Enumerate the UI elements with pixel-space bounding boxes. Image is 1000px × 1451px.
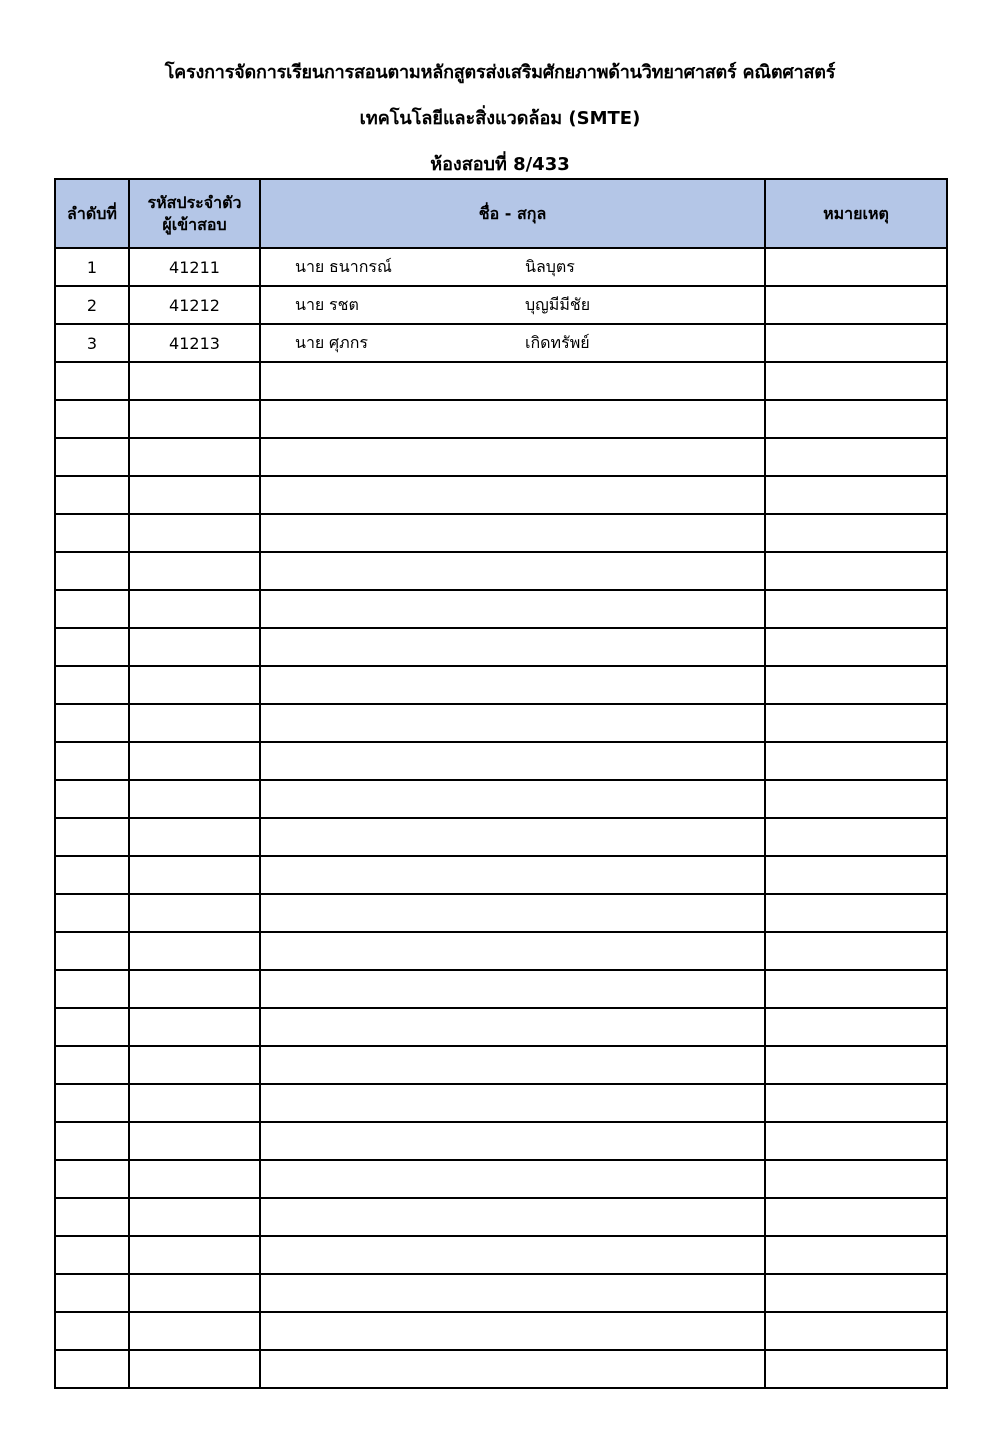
empty-cell: [260, 1084, 765, 1122]
empty-cell: [765, 1008, 947, 1046]
table-row-empty: [55, 818, 947, 856]
empty-cell: [129, 856, 260, 894]
empty-cell: [55, 362, 129, 400]
table-header-row: [55, 179, 947, 248]
empty-cell: [765, 970, 947, 1008]
empty-cell: [765, 552, 947, 590]
empty-cell: [129, 1274, 260, 1312]
empty-cell: [129, 780, 260, 818]
empty-cell: [765, 1084, 947, 1122]
empty-cell: [260, 818, 765, 856]
table-row-empty: [55, 1198, 947, 1236]
cell-no: 1: [55, 248, 129, 286]
table-row-empty: [55, 856, 947, 894]
first-name: ศุภกร: [329, 332, 368, 352]
empty-cell: [55, 704, 129, 742]
name-prefix: นาย: [295, 256, 325, 276]
table-row-empty: [55, 476, 947, 514]
exam-room-title: ห้องสอบที่ 8/433: [430, 154, 570, 175]
empty-cell: [260, 1274, 765, 1312]
empty-cell: [260, 780, 765, 818]
table-row: [55, 324, 947, 362]
empty-cell: [55, 1008, 129, 1046]
empty-cell: [765, 932, 947, 970]
empty-cell: [129, 1084, 260, 1122]
cell-id: 41212: [129, 286, 260, 324]
empty-cell: [260, 704, 765, 742]
empty-cell: [129, 438, 260, 476]
empty-cell: [765, 742, 947, 780]
empty-cell: [260, 1160, 765, 1198]
table-row-empty: [55, 514, 947, 552]
table-row-empty: [55, 666, 947, 704]
table-row-empty: [55, 932, 947, 970]
empty-cell: [129, 970, 260, 1008]
empty-cell: [260, 1008, 765, 1046]
cell-note: [765, 324, 947, 362]
cell-note: [765, 286, 947, 324]
empty-cell: [55, 1084, 129, 1122]
empty-cell: [129, 666, 260, 704]
empty-cell: [129, 1350, 260, 1388]
document-header: [0, 50, 1000, 188]
column-header-note: หมายเหตุ: [765, 179, 947, 248]
table-row-empty: [55, 1008, 947, 1046]
empty-cell: [765, 1236, 947, 1274]
table-row-empty: [55, 1122, 947, 1160]
empty-cell: [55, 1046, 129, 1084]
empty-cell: [260, 1122, 765, 1160]
empty-cell: [129, 1236, 260, 1274]
empty-cell: [55, 400, 129, 438]
empty-cell: [55, 932, 129, 970]
empty-cell: [129, 742, 260, 780]
empty-cell: [55, 590, 129, 628]
cell-id: 41213: [129, 324, 260, 362]
empty-cell: [55, 742, 129, 780]
empty-cell: [129, 932, 260, 970]
empty-cell: [260, 1198, 765, 1236]
empty-cell: [129, 1198, 260, 1236]
examinee-table: [54, 178, 948, 1389]
empty-cell: [765, 856, 947, 894]
empty-cell: [260, 1350, 765, 1388]
empty-cell: [55, 514, 129, 552]
empty-cell: [55, 1350, 129, 1388]
column-header-id-line-1: รหัสประจำตัว: [147, 192, 242, 212]
name-prefix: นาย: [295, 294, 325, 314]
empty-cell: [260, 552, 765, 590]
empty-cell: [765, 1122, 947, 1160]
empty-cell: [260, 438, 765, 476]
cell-name: [260, 324, 765, 362]
table-row-empty: [55, 780, 947, 818]
empty-cell: [55, 666, 129, 704]
table-row-empty: [55, 1236, 947, 1274]
table-body: [55, 248, 947, 1388]
empty-cell: [765, 1350, 947, 1388]
table-row-empty: [55, 1160, 947, 1198]
empty-cell: [765, 590, 947, 628]
cell-name: [260, 286, 765, 324]
name-prefix: นาย: [295, 332, 325, 352]
empty-cell: [129, 514, 260, 552]
table-row: [55, 286, 947, 324]
empty-cell: [129, 1160, 260, 1198]
cell-note: [765, 248, 947, 286]
table-row-empty: [55, 590, 947, 628]
empty-cell: [765, 628, 947, 666]
empty-cell: [260, 1312, 765, 1350]
empty-cell: [55, 818, 129, 856]
column-header-id-line-2: ผู้เข้าสอบ: [162, 214, 227, 234]
empty-cell: [129, 552, 260, 590]
empty-cell: [260, 1236, 765, 1274]
empty-cell: [765, 704, 947, 742]
empty-cell: [260, 856, 765, 894]
empty-cell: [765, 476, 947, 514]
empty-cell: [55, 628, 129, 666]
last-name: เกิดทรัพย์: [525, 332, 590, 352]
table-row: [55, 248, 947, 286]
empty-cell: [129, 590, 260, 628]
table-row-empty: [55, 1312, 947, 1350]
empty-cell: [55, 552, 129, 590]
table-row-empty: [55, 742, 947, 780]
empty-cell: [55, 1236, 129, 1274]
column-header-id: [129, 179, 260, 248]
empty-cell: [55, 1312, 129, 1350]
empty-cell: [260, 590, 765, 628]
empty-cell: [129, 1008, 260, 1046]
empty-cell: [55, 1122, 129, 1160]
empty-cell: [765, 1198, 947, 1236]
empty-cell: [765, 1160, 947, 1198]
empty-cell: [765, 818, 947, 856]
empty-cell: [765, 438, 947, 476]
empty-cell: [129, 400, 260, 438]
table-row-empty: [55, 362, 947, 400]
empty-cell: [765, 780, 947, 818]
empty-cell: [55, 438, 129, 476]
empty-cell: [765, 1274, 947, 1312]
table-row-empty: [55, 894, 947, 932]
empty-cell: [129, 704, 260, 742]
empty-cell: [55, 856, 129, 894]
empty-cell: [129, 818, 260, 856]
empty-cell: [260, 666, 765, 704]
empty-cell: [129, 362, 260, 400]
empty-cell: [260, 400, 765, 438]
empty-cell: [260, 362, 765, 400]
table-row-empty: [55, 970, 947, 1008]
empty-cell: [55, 970, 129, 1008]
empty-cell: [260, 514, 765, 552]
empty-cell: [129, 1046, 260, 1084]
empty-cell: [129, 1312, 260, 1350]
cell-name: [260, 248, 765, 286]
empty-cell: [260, 742, 765, 780]
empty-cell: [260, 894, 765, 932]
project-title-line-2: เทคโนโลยีและสิ่งแวดล้อม (SMTE): [359, 108, 641, 129]
table-row-empty: [55, 1274, 947, 1312]
first-name: ธนากรณ์: [329, 256, 392, 276]
empty-cell: [260, 628, 765, 666]
cell-no: 3: [55, 324, 129, 362]
empty-cell: [765, 894, 947, 932]
empty-cell: [55, 894, 129, 932]
empty-cell: [765, 362, 947, 400]
table-row-empty: [55, 438, 947, 476]
empty-cell: [765, 1312, 947, 1350]
empty-cell: [55, 1160, 129, 1198]
column-header-no: ลำดับที่: [55, 179, 129, 248]
empty-cell: [765, 1046, 947, 1084]
empty-cell: [260, 1046, 765, 1084]
empty-cell: [129, 628, 260, 666]
table-row-empty: [55, 1350, 947, 1388]
empty-cell: [765, 400, 947, 438]
table-row-empty: [55, 1084, 947, 1122]
column-header-name: ชื่อ - สกุล: [260, 179, 765, 248]
first-name: รชต: [329, 294, 359, 314]
project-title-line-1: โครงการจัดการเรียนการสอนตามหลักสูตรส่งเสริมศักยภาพด้านวิทยาศาสตร์ คณิตศาสตร์: [164, 62, 836, 83]
empty-cell: [129, 1122, 260, 1160]
last-name: นิลบุตร: [525, 256, 575, 276]
empty-cell: [260, 476, 765, 514]
empty-cell: [55, 476, 129, 514]
empty-cell: [765, 514, 947, 552]
empty-cell: [55, 1274, 129, 1312]
empty-cell: [129, 894, 260, 932]
empty-cell: [55, 780, 129, 818]
table-row-empty: [55, 1046, 947, 1084]
cell-no: 2: [55, 286, 129, 324]
empty-cell: [765, 666, 947, 704]
empty-cell: [129, 476, 260, 514]
empty-cell: [55, 1198, 129, 1236]
cell-id: 41211: [129, 248, 260, 286]
table-row-empty: [55, 704, 947, 742]
table-row-empty: [55, 552, 947, 590]
last-name: บุญมีมีชัย: [525, 294, 591, 314]
table-row-empty: [55, 400, 947, 438]
table-row-empty: [55, 628, 947, 666]
empty-cell: [260, 970, 765, 1008]
empty-cell: [260, 932, 765, 970]
